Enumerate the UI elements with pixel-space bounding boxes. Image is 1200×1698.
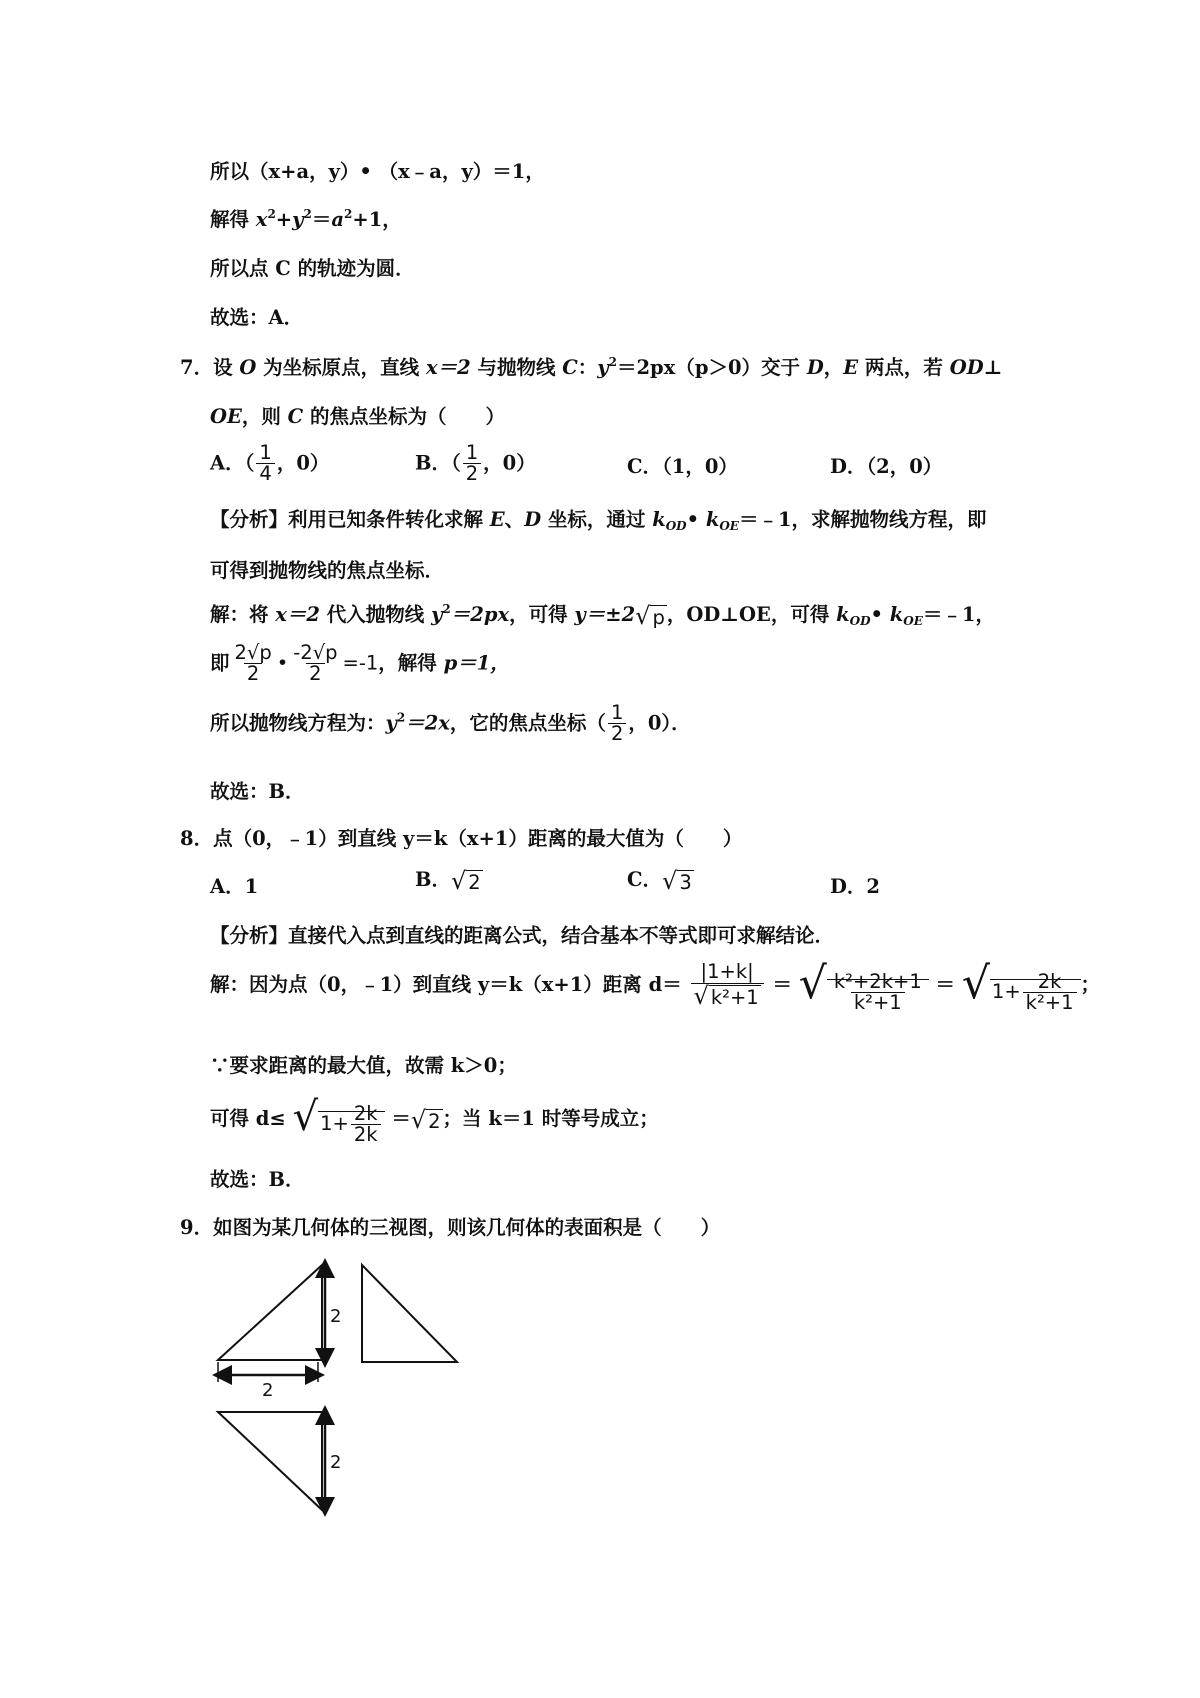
top-height-label: 2 xyxy=(330,1452,342,1473)
q7-option-b: B．（ $\frac{1}{2}$ ，0） xyxy=(415,441,536,486)
q8-solution-line-2: ∵要求距离的最大值，故需 k＞0； xyxy=(210,1054,517,1077)
q7-stem-line-1: 7．设 O 为坐标原点，直线 x＝2 与抛物线 C：$y^2=2px(p>0)$交于 D，E 两点，若 OD⊥ xyxy=(180,355,1003,379)
q8-option-d: D．2 xyxy=(830,875,880,898)
q8-option-a: A．1 xyxy=(210,875,259,898)
front-width-label: 2 xyxy=(262,1380,274,1401)
q7-analysis-line-1: 【分析】利用已知条件转化求解 E、D 坐标，通过 $k_{OD}•$ $k_{OE}=﹣1$，求解抛物线方程，即 xyxy=(210,508,987,533)
prev-answer: 故选：A． xyxy=(210,306,304,329)
side-view xyxy=(362,1265,457,1362)
q7-option-c: C．（1，0） xyxy=(627,455,738,478)
q8-option-c: C．√ 3 xyxy=(627,866,692,895)
front-view xyxy=(218,1265,341,1401)
prev-line-3: 所以点 C 的轨迹为圆． xyxy=(210,257,415,280)
q7-answer: 故选：B． xyxy=(210,780,305,803)
q8-answer: 故选：B． xyxy=(210,1168,305,1191)
q9-stem: 9．如图为某几何体的三视图，则该几何体的表面积是（ ） xyxy=(180,1216,721,1239)
q8-option-b: B．√ 2 xyxy=(415,866,481,895)
q7-stem-line-2: OE，则 C 的焦点坐标为（ ） xyxy=(210,405,505,428)
q7-solution-line-1: 解：将 x＝2 代入抛物线 $y^2=2px$，可得 y＝±2√ p ，OD⊥OE，可得 $k_{OD}•$ $k_{OE}=﹣1$， xyxy=(210,601,995,630)
prev-line-1: 所以（x+a，y）• （x﹣a，y）＝1， xyxy=(210,160,545,183)
q8-analysis: 【分析】直接代入点到直线的距离公式，结合基本不等式即可求解结论． xyxy=(210,924,835,947)
q8-stem: 8．点（0，﹣1）到直线 y＝k（x+1）距离的最大值为（ ） xyxy=(180,827,743,850)
q7-solution-line-2: 即 $\frac{2√p}{2}$ • $\frac{-2√p}{2}$ =-1，解得 p＝1， xyxy=(210,641,510,686)
q7-analysis-line-2: 可得到抛物线的焦点坐标． xyxy=(210,559,445,582)
prev-line-2: 解得 $x^2+y^2=a^2+1$， xyxy=(210,207,402,231)
q8-solution-line-1: 解：因为点（0，﹣1）到直线 y＝k（x+1）距离 d＝ $\frac{|1+k|}{\text{√ k²+1}}$ ＝ √ $\frac{\text{k²+2k+1}}{\text{k²+1}}$ ＝ √ 1+ $\frac{2k}{\text{k²+1}}$ ； xyxy=(210,958,1101,1014)
top-view xyxy=(218,1412,341,1510)
q7-solution-line-3: 所以抛物线方程为：$y^2=2x$，它的焦点坐标（ $\frac{1}{2}$ ，0）． xyxy=(210,701,691,746)
q7-option-d: D．（2，0） xyxy=(830,455,943,478)
front-height-label: 2 xyxy=(330,1306,342,1327)
q8-solution-line-3: 可得 d≤ √ 1+ $\frac{2k}{2k}$ ＝√ 2 ；当 k＝1 时等号成立； xyxy=(210,1094,659,1146)
q7-option-a: A．（ $\frac{1}{4}$ ，0） xyxy=(210,441,330,486)
